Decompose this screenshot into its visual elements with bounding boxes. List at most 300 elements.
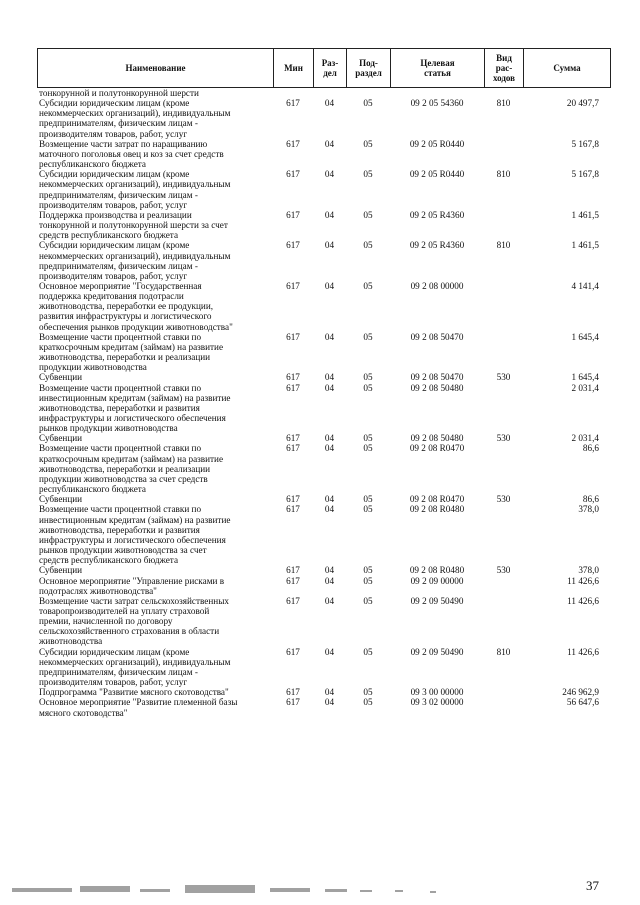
cell-min (273, 454, 313, 464)
cell-sum: 1 461,5 (571, 209, 599, 220)
cell-raz (313, 311, 346, 321)
cell-raz (313, 322, 346, 332)
cell-cel (390, 118, 484, 128)
cell-cel (390, 525, 484, 535)
cell-name: некоммерческих организаций), индивидуальным (39, 108, 231, 119)
cell-name: Субвенции (39, 494, 83, 505)
cell-pod (346, 657, 390, 667)
cell-sum (523, 393, 603, 403)
cell-sum (523, 667, 603, 677)
cell-sum: 2 031,4 (571, 433, 599, 444)
cell-name: некоммерческих организаций), индивидуальным (39, 250, 231, 261)
cell-min (273, 677, 313, 687)
table-row (37, 98, 610, 108)
cell-cel (390, 555, 484, 565)
cell-cel (390, 230, 484, 240)
cell-raz: 04 (324, 697, 335, 708)
cell-raz (313, 403, 346, 413)
cell-pod: 05 (363, 565, 373, 576)
table-row (37, 545, 610, 555)
cell-name: Возмещение части процентной ставки по (39, 331, 202, 342)
cell-pod (346, 474, 390, 484)
cell-pod (346, 220, 390, 230)
cell-sum (523, 657, 603, 667)
cell-sum (523, 362, 603, 372)
table-row (37, 484, 610, 494)
cell-raz (313, 535, 346, 545)
cell-name: некоммерческих организаций), индивидуальным (39, 656, 231, 667)
table-row (37, 251, 610, 261)
cell-sum: 4 141,4 (571, 280, 599, 291)
cell-cel (390, 301, 484, 311)
table-row (37, 647, 610, 657)
cell-sum (523, 616, 603, 626)
cell-name: обеспечения рынков продукции животноводства" (39, 321, 233, 332)
cell-min (273, 271, 313, 281)
cell-name: предпринимателям, физическим лицам - (39, 260, 198, 271)
cell-pod: 05 (363, 433, 373, 444)
cell-min (273, 708, 313, 718)
cell-sum (523, 677, 603, 687)
cell-min: 617 (286, 565, 300, 576)
cell-cel (390, 271, 484, 281)
cell-raz (313, 129, 346, 139)
cell-cel (390, 88, 484, 98)
cell-vid (484, 576, 523, 586)
cell-min: 617 (286, 595, 300, 606)
cell-cel: 09 2 08 00000 (410, 280, 464, 291)
cell-sum (523, 118, 603, 128)
cell-raz (313, 667, 346, 677)
cell-sum (523, 515, 603, 525)
cell-pod (346, 251, 390, 261)
cell-sum: 2 031,4 (571, 382, 599, 393)
cell-sum (523, 606, 603, 616)
cell-vid (484, 677, 523, 687)
cell-raz (313, 515, 346, 525)
cell-raz: 04 (324, 372, 335, 383)
cell-vid (484, 88, 523, 98)
cell-vid (484, 210, 523, 220)
table-row (37, 576, 610, 586)
cell-pod (346, 322, 390, 332)
cell-vid (484, 403, 523, 413)
cell-sum (523, 301, 603, 311)
cell-cel (390, 291, 484, 301)
cell-cel (390, 484, 484, 494)
cell-min: 617 (286, 433, 300, 444)
cell-name: рынков продукции животноводства за счет (39, 545, 207, 556)
cell-min (273, 230, 313, 240)
cell-cel (390, 626, 484, 636)
cell-name: товаропроизводителей на уплату страховой (39, 605, 210, 616)
cell-min: 617 (286, 494, 300, 505)
cell-min: 617 (286, 138, 300, 149)
cell-cel (390, 545, 484, 555)
cell-cel (390, 261, 484, 271)
cell-min (273, 322, 313, 332)
cell-vid (484, 616, 523, 626)
cell-raz: 04 (324, 443, 335, 454)
header-razdel: Раз- дел (314, 49, 347, 88)
cell-pod: 05 (363, 280, 373, 291)
table-row (37, 464, 610, 474)
cell-pod (346, 149, 390, 159)
cell-pod (346, 88, 390, 98)
cell-name: животноводства, переработки ее продукции, (39, 301, 214, 312)
cell-min (273, 423, 313, 433)
cell-cel: 09 3 00 00000 (410, 687, 464, 698)
table-row (37, 108, 610, 118)
cell-raz (313, 352, 346, 362)
cell-name: Основное мероприятие "Развитие племенной базы (39, 697, 238, 708)
cell-name: средств республиканского бюджета (39, 230, 179, 241)
cell-vid (484, 322, 523, 332)
cell-name: производителям товаров, работ, услуг (39, 128, 188, 139)
table-row (37, 708, 610, 718)
cell-raz (313, 636, 346, 646)
cell-vid (484, 555, 523, 565)
cell-cel (390, 220, 484, 230)
cell-vid (484, 413, 523, 423)
table-row (37, 332, 610, 342)
cell-raz: 04 (324, 209, 335, 220)
cell-min (273, 393, 313, 403)
cell-sum (523, 342, 603, 352)
table-row (37, 190, 610, 200)
cell-vid (484, 474, 523, 484)
table-row (37, 677, 610, 687)
cell-sum (523, 251, 603, 261)
cell-min (273, 545, 313, 555)
cell-sum: 56 647,6 (566, 697, 599, 708)
cell-vid (484, 261, 523, 271)
cell-sum: 1 461,5 (571, 240, 599, 251)
cell-min (273, 261, 313, 271)
cell-name: республиканского бюджета (39, 484, 146, 495)
cell-min: 617 (286, 169, 300, 180)
cell-pod: 05 (363, 372, 373, 383)
cell-vid (484, 657, 523, 667)
cell-sum: 5 167,8 (571, 169, 599, 180)
cell-sum: 1 645,4 (571, 372, 599, 383)
cell-cel (390, 362, 484, 372)
cell-name: Субсидии юридическим лицам (кроме (39, 240, 190, 251)
cell-pod: 05 (363, 138, 373, 149)
cell-cel (390, 515, 484, 525)
cell-name: Субвенции (39, 565, 83, 576)
cell-raz: 04 (324, 595, 335, 606)
cell-vid (484, 108, 523, 118)
table-row (37, 454, 610, 464)
cell-name: мясного скотоводства" (39, 707, 128, 718)
cell-min (273, 179, 313, 189)
cell-raz: 04 (324, 382, 335, 393)
cell-min: 617 (286, 443, 300, 454)
cell-name: Поддержка производства и реализации (39, 209, 192, 220)
cell-raz: 04 (324, 646, 335, 657)
cell-pod (346, 261, 390, 271)
cell-pod (346, 616, 390, 626)
cell-cel: 09 2 08 50480 (410, 433, 464, 444)
cell-min (273, 474, 313, 484)
cell-min (273, 291, 313, 301)
cell-vid (484, 220, 523, 230)
cell-min (273, 311, 313, 321)
cell-cel (390, 464, 484, 474)
table-row (37, 626, 610, 636)
table-row (37, 393, 610, 403)
table-body (37, 88, 610, 718)
header-podrazdel: Под- раздел (347, 49, 391, 88)
cell-min: 617 (286, 575, 300, 586)
table-row (37, 525, 610, 535)
cell-raz (313, 454, 346, 464)
cell-cel (390, 708, 484, 718)
cell-name: Субсидии юридическим лицам (кроме (39, 169, 190, 180)
table-row (37, 474, 610, 484)
cell-pod (346, 667, 390, 677)
cell-name: инвестиционным кредитам (займам) на развитие (39, 392, 231, 403)
cell-vid (484, 383, 523, 393)
table-row (37, 443, 610, 453)
cell-pod (346, 708, 390, 718)
cell-name: тонкорунной и полутонкорунной шерсти (39, 88, 199, 98)
cell-min: 617 (286, 687, 300, 698)
cell-raz (313, 474, 346, 484)
table-row (37, 271, 610, 281)
cell-cel (390, 352, 484, 362)
cell-min (273, 616, 313, 626)
cell-sum: 5 167,8 (571, 138, 599, 149)
cell-min: 617 (286, 372, 300, 383)
cell-vid: 810 (496, 98, 511, 109)
cell-name: Возмещение части процентной ставки по (39, 443, 202, 454)
cell-name: поддержка кредитования подотрасли (39, 291, 184, 302)
table-row (37, 230, 610, 240)
cell-raz (313, 393, 346, 403)
cell-name: производителям товаров, работ, услуг (39, 677, 188, 688)
cell-cel: 09 2 08 50470 (410, 331, 464, 342)
cell-sum: 246 962,9 (562, 687, 599, 698)
table-row (37, 149, 610, 159)
cell-vid (484, 636, 523, 646)
table-row (37, 636, 610, 646)
cell-name: Возмещение части затрат сельскохозяйственных (39, 595, 229, 606)
cell-pod: 05 (363, 98, 373, 109)
cell-sum (523, 464, 603, 474)
cell-vid (484, 129, 523, 139)
cell-pod (346, 626, 390, 636)
cell-min (273, 108, 313, 118)
scan-noise (10, 880, 570, 898)
cell-pod: 05 (363, 209, 373, 220)
cell-pod: 05 (363, 697, 373, 708)
cell-raz (313, 362, 346, 372)
cell-raz (313, 261, 346, 271)
cell-vid: 530 (496, 565, 511, 576)
table-row (37, 687, 610, 697)
cell-raz (313, 291, 346, 301)
cell-name: республиканского бюджета (39, 159, 146, 170)
cell-name: Субсидии юридическим лицам (кроме (39, 646, 190, 657)
cell-raz: 04 (324, 280, 335, 291)
cell-min (273, 525, 313, 535)
cell-raz (313, 677, 346, 687)
cell-vid (484, 190, 523, 200)
cell-sum (523, 200, 603, 210)
cell-sum: 11 426,6 (567, 595, 599, 606)
cell-pod: 05 (363, 169, 373, 180)
cell-vid (484, 708, 523, 718)
table-row (37, 88, 610, 98)
cell-pod: 05 (363, 646, 373, 657)
cell-name: животноводства, переработки и реализации (39, 463, 211, 474)
table-row (37, 657, 610, 667)
cell-name: Возмещение части процентной ставки по (39, 504, 202, 515)
cell-min (273, 251, 313, 261)
cell-vid: 810 (496, 169, 511, 180)
cell-raz (313, 149, 346, 159)
cell-vid (484, 230, 523, 240)
cell-sum (523, 261, 603, 271)
cell-pod (346, 362, 390, 372)
cell-pod (346, 200, 390, 210)
cell-min (273, 403, 313, 413)
cell-min (273, 352, 313, 362)
cell-min (273, 220, 313, 230)
cell-name: инфраструктуры и логистического обеспечения (39, 534, 226, 545)
cell-raz (313, 108, 346, 118)
cell-min: 617 (286, 280, 300, 291)
table-header (37, 48, 611, 88)
cell-pod: 05 (363, 331, 373, 342)
cell-pod (346, 413, 390, 423)
cell-min (273, 667, 313, 677)
cell-raz: 04 (324, 687, 335, 698)
cell-vid (484, 606, 523, 616)
cell-cel (390, 657, 484, 667)
cell-name: инфраструктуры и логистического обеспечения (39, 413, 226, 423)
cell-min (273, 586, 313, 596)
cell-cel (390, 251, 484, 261)
cell-vid (484, 200, 523, 210)
cell-name: Основное мероприятие "Государственная (39, 280, 202, 291)
cell-vid (484, 332, 523, 342)
cell-min (273, 362, 313, 372)
cell-raz (313, 525, 346, 535)
table-row (37, 515, 610, 525)
table-row (37, 261, 610, 271)
table-row (37, 616, 610, 626)
cell-sum (523, 311, 603, 321)
cell-cel: 09 2 05 54360 (410, 98, 464, 109)
cell-min (273, 342, 313, 352)
cell-vid (484, 586, 523, 596)
cell-sum (523, 626, 603, 636)
cell-sum (523, 636, 603, 646)
cell-raz (313, 342, 346, 352)
cell-min: 617 (286, 240, 300, 251)
cell-pod (346, 586, 390, 596)
cell-raz: 04 (324, 575, 335, 586)
cell-vid (484, 525, 523, 535)
cell-vid (484, 251, 523, 261)
cell-raz: 04 (324, 169, 335, 180)
cell-min: 617 (286, 98, 300, 109)
cell-cel (390, 454, 484, 464)
cell-sum: 11 426,6 (567, 646, 599, 657)
header-summa: Сумма (524, 49, 611, 88)
cell-name: премии, начисленной по договору (39, 616, 173, 627)
cell-min (273, 149, 313, 159)
cell-cel (390, 322, 484, 332)
table-row (37, 565, 610, 575)
cell-vid: 530 (496, 372, 511, 383)
cell-pod: 05 (363, 494, 373, 505)
cell-vid (484, 139, 523, 149)
header-min: Мин (274, 49, 314, 88)
cell-name: животноводства, переработки и развития (39, 402, 200, 413)
cell-vid (484, 454, 523, 464)
table-row (37, 535, 610, 545)
table-row (37, 667, 610, 677)
cell-raz: 04 (324, 331, 335, 342)
cell-pod (346, 291, 390, 301)
cell-sum (523, 159, 603, 169)
cell-raz (313, 179, 346, 189)
cell-pod: 05 (363, 687, 373, 698)
cell-name: рынков продукции животноводства (39, 423, 178, 434)
cell-sum (523, 190, 603, 200)
cell-name: подотраслях животноводства" (39, 585, 157, 596)
cell-pod (346, 636, 390, 646)
cell-raz (313, 555, 346, 565)
cell-name: животноводства, переработки и реализации (39, 352, 211, 363)
cell-pod (346, 525, 390, 535)
table-row (37, 606, 610, 616)
cell-min (273, 657, 313, 667)
cell-raz (313, 545, 346, 555)
table-row (37, 586, 610, 596)
cell-raz (313, 626, 346, 636)
cell-vid (484, 484, 523, 494)
cell-cel (390, 149, 484, 159)
cell-min (273, 535, 313, 545)
cell-raz: 04 (324, 494, 335, 505)
cell-vid (484, 464, 523, 474)
cell-name: развития инфраструктуры и логистического (39, 311, 212, 322)
cell-sum (523, 352, 603, 362)
cell-vid (484, 159, 523, 169)
cell-min: 617 (286, 209, 300, 220)
table-row (37, 179, 610, 189)
cell-sum (523, 708, 603, 718)
cell-vid (484, 697, 523, 707)
cell-cel (390, 179, 484, 189)
cell-vid (484, 687, 523, 697)
cell-raz (313, 484, 346, 494)
cell-min (273, 88, 313, 98)
cell-name: предпринимателям, физическим лицам - (39, 189, 198, 200)
cell-sum: 1 645,4 (571, 331, 599, 342)
table-row (37, 342, 610, 352)
cell-raz: 04 (324, 138, 335, 149)
cell-sum (523, 454, 603, 464)
cell-vid (484, 179, 523, 189)
cell-vid (484, 311, 523, 321)
cell-pod: 05 (363, 382, 373, 393)
